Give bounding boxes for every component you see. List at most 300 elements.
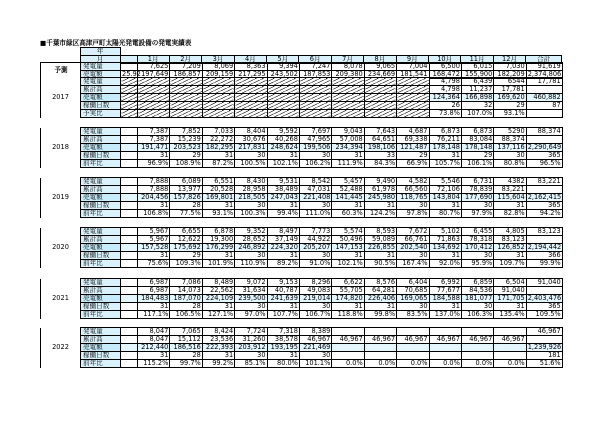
value-cell: 209,159 bbox=[202, 71, 234, 79]
total-header: 合計 bbox=[526, 56, 562, 64]
value-cell: 115.2% bbox=[138, 360, 170, 368]
value-cell: 174,820 bbox=[332, 295, 364, 303]
value-cell: 30 bbox=[235, 152, 267, 160]
value-cell: 26 bbox=[429, 102, 461, 110]
row-label: 累計高 bbox=[81, 287, 121, 295]
value-cell: 137.0% bbox=[429, 311, 461, 319]
value-cell: 7,697 bbox=[299, 128, 331, 136]
year-row bbox=[41, 260, 563, 268]
year-row bbox=[41, 210, 563, 218]
row-label: 稼働日数 bbox=[81, 202, 121, 210]
value-cell: 170,412 bbox=[461, 244, 493, 252]
total-cell bbox=[526, 110, 562, 118]
row-label: 累計高 bbox=[81, 236, 121, 244]
value-cell: 4382 bbox=[494, 178, 526, 186]
row-label: 発電量 bbox=[81, 328, 121, 336]
value-cell: 19,300 bbox=[202, 236, 234, 244]
value-cell: 6,015 bbox=[461, 63, 493, 71]
rate-cell bbox=[121, 210, 138, 218]
year-row bbox=[41, 360, 563, 368]
value-cell: 209,380 bbox=[332, 71, 364, 79]
rate-cell bbox=[121, 360, 138, 368]
value-cell: 107.7% bbox=[267, 311, 299, 319]
year-row bbox=[41, 336, 563, 344]
value-cell: 30 bbox=[397, 252, 429, 260]
rate-cell bbox=[121, 344, 138, 352]
rate-cell: 25.92 bbox=[122, 70, 141, 78]
no-data-cell bbox=[121, 102, 138, 110]
no-data-cell bbox=[138, 102, 170, 110]
no-data-cell bbox=[332, 102, 364, 110]
value-cell: 31 bbox=[364, 252, 396, 260]
value-cell: 182,209 bbox=[494, 71, 526, 79]
month-header-11: 11月 bbox=[461, 56, 493, 64]
value-cell: 247,043 bbox=[267, 194, 299, 202]
value-cell: 13,977 bbox=[170, 186, 202, 194]
value-cell: 31 bbox=[332, 252, 364, 260]
year-block-2021 bbox=[40, 278, 563, 319]
value-cell: 92.0% bbox=[429, 260, 461, 268]
no-data-cell bbox=[332, 94, 364, 102]
value-cell: 7,247 bbox=[299, 63, 331, 71]
value-cell: 97.0% bbox=[235, 311, 267, 319]
value-cell: 118.8% bbox=[332, 311, 364, 319]
no-data-cell bbox=[397, 86, 429, 94]
value-cell: 66,761 bbox=[397, 236, 429, 244]
no-data-cell bbox=[121, 78, 138, 86]
value-cell: 6,504 bbox=[494, 279, 526, 287]
year-row bbox=[41, 344, 563, 352]
value-cell: 175,692 bbox=[170, 244, 202, 252]
value-cell: 105.7% bbox=[429, 160, 461, 168]
rate-cell bbox=[121, 311, 138, 319]
value-cell: 108.9% bbox=[170, 160, 202, 168]
total-cell: 96.5% bbox=[526, 160, 562, 168]
value-cell: 32 bbox=[461, 102, 493, 110]
no-data-cell bbox=[202, 86, 234, 94]
value-cell: 78,318 bbox=[461, 236, 493, 244]
value-cell: 47,965 bbox=[299, 136, 331, 144]
value-cell: 30 bbox=[461, 202, 493, 210]
value-cell: 85.1% bbox=[235, 360, 267, 368]
row-label: 発電量 bbox=[81, 228, 121, 236]
value-cell: 31,634 bbox=[235, 287, 267, 295]
total-cell: 17,781 bbox=[526, 78, 562, 86]
value-cell: 124.2% bbox=[364, 210, 396, 218]
year-block-2020 bbox=[40, 227, 563, 268]
value-cell: 137,116 bbox=[494, 144, 526, 152]
year-row bbox=[41, 160, 563, 168]
value-cell: 8,489 bbox=[202, 279, 234, 287]
value-cell: 28 bbox=[170, 303, 202, 311]
no-data-cell bbox=[202, 78, 234, 86]
value-cell: 8,542 bbox=[299, 178, 331, 186]
row-label: 発電量 bbox=[81, 128, 121, 136]
value-cell: 40,787 bbox=[267, 287, 299, 295]
value-cell: 6,987 bbox=[138, 279, 170, 287]
value-cell: 4,582 bbox=[397, 178, 429, 186]
rate-cell bbox=[121, 336, 138, 344]
no-data-cell bbox=[138, 78, 170, 86]
value-cell: 143,804 bbox=[429, 194, 461, 202]
value-cell: 31 bbox=[138, 152, 170, 160]
value-cell: 9,490 bbox=[364, 178, 396, 186]
rate-cell bbox=[121, 194, 138, 202]
rate-cell bbox=[121, 252, 138, 260]
value-cell: 124,364 bbox=[429, 94, 461, 102]
no-data-cell bbox=[170, 86, 202, 94]
row-label: 稼働日数 bbox=[81, 152, 121, 160]
row-label: 前年比 bbox=[81, 210, 121, 218]
value-cell: 57,008 bbox=[332, 136, 364, 144]
value-cell: 5,967 bbox=[138, 236, 170, 244]
value-cell: 52,488 bbox=[332, 186, 364, 194]
total-cell: 46,967 bbox=[526, 328, 562, 336]
total-cell: 2,403,476 bbox=[527, 294, 562, 302]
value-cell: 83,221 bbox=[494, 186, 526, 194]
value-cell: 8,576 bbox=[364, 279, 396, 287]
value-cell: 46,967 bbox=[461, 336, 493, 344]
value-cell: 7,888 bbox=[138, 178, 170, 186]
value-cell: 31 bbox=[267, 202, 299, 210]
row-label: 累計高 bbox=[81, 86, 121, 94]
value-cell: 6,500 bbox=[429, 63, 461, 71]
value-cell: 107.0% bbox=[461, 110, 493, 118]
value-cell: 118,765 bbox=[397, 194, 429, 202]
value-cell: 8,363 bbox=[235, 63, 267, 71]
year-block-2018 bbox=[40, 127, 563, 168]
value-cell: 7,318 bbox=[267, 328, 299, 336]
value-cell: 84.3% bbox=[364, 160, 396, 168]
value-cell: 31 bbox=[202, 202, 234, 210]
value-cell: 6,404 bbox=[397, 279, 429, 287]
value-cell: 226,855 bbox=[364, 244, 396, 252]
total-cell: 91,040 bbox=[526, 279, 562, 287]
no-data-cell bbox=[138, 94, 170, 102]
no-data-cell bbox=[364, 78, 396, 86]
value-cell: 203,523 bbox=[170, 144, 202, 152]
no-data-cell bbox=[332, 110, 364, 118]
value-cell: 29 bbox=[461, 152, 493, 160]
value-cell: 117.1% bbox=[138, 311, 170, 319]
value-cell: 6,878 bbox=[202, 228, 234, 236]
value-cell: 106.7% bbox=[299, 311, 331, 319]
value-cell: 8,404 bbox=[235, 128, 267, 136]
month-header-10: 10月 bbox=[429, 56, 461, 64]
value-cell: 31 bbox=[332, 303, 364, 311]
value-cell: 30 bbox=[299, 352, 331, 360]
row-label: 前年比 bbox=[81, 260, 121, 268]
value-cell: 50,496 bbox=[332, 236, 364, 244]
value-cell: 111.0% bbox=[299, 210, 331, 218]
value-cell: 30 bbox=[494, 152, 526, 160]
row-label: 稼働日数 bbox=[81, 102, 121, 110]
value-cell: 167.4% bbox=[397, 260, 429, 268]
no-data-cell bbox=[332, 86, 364, 94]
value-cell: 221,469 bbox=[299, 344, 331, 352]
total-cell: 365 bbox=[526, 303, 562, 311]
value-cell: 169,620 bbox=[494, 94, 526, 102]
row-label: 累計高 bbox=[81, 136, 121, 144]
no-data-cell bbox=[121, 94, 138, 102]
value-cell bbox=[397, 344, 429, 352]
year-row bbox=[41, 110, 563, 118]
value-cell: 80.7% bbox=[429, 210, 461, 218]
month-header-12: 12月 bbox=[493, 56, 525, 64]
value-cell: 8,069 bbox=[202, 63, 234, 71]
value-cell: 102.1% bbox=[332, 260, 364, 268]
value-cell: 97.8% bbox=[397, 210, 429, 218]
value-cell: 186,516 bbox=[170, 344, 202, 352]
value-cell: 8,047 bbox=[138, 328, 170, 336]
value-cell: 7,030 bbox=[494, 63, 526, 71]
header-month-label: 月 bbox=[80, 56, 120, 64]
value-cell: 29 bbox=[397, 152, 429, 160]
no-data-cell bbox=[235, 78, 267, 86]
value-cell: 101.9% bbox=[202, 260, 234, 268]
rate-cell bbox=[121, 136, 138, 144]
rate-cell bbox=[121, 160, 138, 168]
value-cell: 46,967 bbox=[397, 336, 429, 344]
month-header-5: 5月 bbox=[267, 56, 299, 64]
value-cell: 30 bbox=[461, 303, 493, 311]
value-cell: 100.3% bbox=[235, 210, 267, 218]
value-cell: 5,102 bbox=[429, 228, 461, 236]
value-cell: 187,853 bbox=[299, 71, 331, 79]
value-cell: 28 bbox=[170, 352, 202, 360]
value-cell: 187,070 bbox=[170, 295, 202, 303]
value-cell: 99.7% bbox=[170, 360, 202, 368]
value-cell: 31,260 bbox=[235, 336, 267, 344]
value-cell: 8,593 bbox=[364, 228, 396, 236]
value-cell: 111.9% bbox=[332, 160, 364, 168]
no-data-cell bbox=[138, 110, 170, 118]
value-cell: 218,505 bbox=[235, 194, 267, 202]
value-cell: 15,239 bbox=[170, 136, 202, 144]
value-cell: 155,900 bbox=[461, 71, 493, 79]
value-cell: 6544 bbox=[494, 78, 526, 86]
year-label: 2017 bbox=[41, 78, 81, 118]
month-header-2: 2月 bbox=[169, 56, 201, 64]
value-cell: 109.7% bbox=[494, 260, 526, 268]
rate-cell bbox=[121, 152, 138, 160]
value-cell: 66.9% bbox=[397, 160, 429, 168]
row-label: 売電額 bbox=[81, 71, 121, 79]
value-cell: 7,724 bbox=[235, 328, 267, 336]
value-cell: 6,873 bbox=[429, 128, 461, 136]
value-cell: 7,387 bbox=[138, 136, 170, 144]
value-cell: 55,705 bbox=[332, 287, 364, 295]
value-cell: 9,065 bbox=[364, 63, 396, 71]
year-label: 2019 bbox=[41, 178, 81, 218]
value-cell: 28,958 bbox=[235, 186, 267, 194]
no-data-cell bbox=[121, 110, 138, 118]
row-label: 稼働日数 bbox=[81, 352, 121, 360]
total-cell: 2,290,649 bbox=[527, 143, 562, 151]
value-cell: 198,106 bbox=[364, 144, 396, 152]
value-cell: 70,685 bbox=[397, 287, 429, 295]
value-cell: 157,826 bbox=[170, 194, 202, 202]
value-cell: 181,077 bbox=[461, 295, 493, 303]
value-cell: 64,651 bbox=[364, 136, 396, 144]
value-cell bbox=[494, 344, 526, 352]
value-cell: 182,295 bbox=[202, 144, 234, 152]
no-data-cell bbox=[364, 86, 396, 94]
value-cell: 141,445 bbox=[332, 194, 364, 202]
value-cell: 77,677 bbox=[429, 287, 461, 295]
value-cell: 7,086 bbox=[170, 279, 202, 287]
value-cell: 46,967 bbox=[429, 336, 461, 344]
value-cell: 8,078 bbox=[332, 63, 364, 71]
value-cell: 181,541 bbox=[397, 71, 429, 79]
value-cell: 31 bbox=[494, 303, 526, 311]
value-cell: 30,676 bbox=[235, 136, 267, 144]
value-cell: 49,083 bbox=[299, 287, 331, 295]
no-data-cell bbox=[332, 78, 364, 86]
rate-cell bbox=[121, 244, 138, 252]
total-cell: 2,194,442 bbox=[527, 243, 562, 251]
value-cell: 106.2% bbox=[299, 160, 331, 168]
value-cell: 20,528 bbox=[202, 186, 234, 194]
month-header-4: 4月 bbox=[234, 56, 266, 64]
value-cell: 47,031 bbox=[299, 186, 331, 194]
no-data-cell bbox=[170, 110, 202, 118]
value-cell: 197,649 bbox=[138, 71, 170, 79]
value-cell: 88,374 bbox=[494, 136, 526, 144]
value-cell: 78,839 bbox=[461, 186, 493, 194]
value-cell: 31 bbox=[202, 352, 234, 360]
value-cell: 31 bbox=[138, 252, 170, 260]
value-cell: 7,773 bbox=[299, 228, 331, 236]
year-block-2022 bbox=[40, 327, 563, 368]
no-data-cell bbox=[364, 94, 396, 102]
rate-cell bbox=[121, 128, 138, 136]
value-cell: 7,209 bbox=[170, 63, 202, 71]
value-cell: 147,153 bbox=[332, 244, 364, 252]
value-cell: 184,483 bbox=[138, 295, 170, 303]
value-cell: 8,296 bbox=[299, 279, 331, 287]
value-cell: 6,439 bbox=[461, 78, 493, 86]
value-cell: 83,084 bbox=[461, 136, 493, 144]
value-cell: 31 bbox=[429, 252, 461, 260]
value-cell: 82.8% bbox=[494, 210, 526, 218]
total-cell: 460,882 bbox=[526, 94, 562, 102]
value-cell: 31 bbox=[494, 252, 526, 260]
no-data-cell bbox=[138, 86, 170, 94]
row-label: 売電額 bbox=[81, 194, 121, 202]
year-row bbox=[41, 311, 563, 319]
value-cell: 91,040 bbox=[494, 287, 526, 295]
value-cell: 6,655 bbox=[170, 228, 202, 236]
value-cell: 4,798 bbox=[429, 78, 461, 86]
value-cell: 6,987 bbox=[138, 287, 170, 295]
value-cell: 99.4% bbox=[267, 210, 299, 218]
value-cell: 69,338 bbox=[397, 136, 429, 144]
value-cell: 30 bbox=[235, 202, 267, 210]
value-cell: 5290 bbox=[494, 128, 526, 136]
value-cell: 7,625 bbox=[138, 63, 170, 71]
value-cell: 99.8% bbox=[364, 311, 396, 319]
value-cell: 203,912 bbox=[235, 344, 267, 352]
total-cell: 1,239,926 bbox=[527, 343, 562, 351]
value-cell: 31 bbox=[202, 252, 234, 260]
row-label: 発電量 bbox=[81, 63, 121, 71]
row-label: 発電量 bbox=[81, 178, 121, 186]
value-cell: 7,004 bbox=[397, 63, 429, 71]
value-cell: 31 bbox=[202, 303, 234, 311]
total-cell: 83,123 bbox=[526, 228, 562, 236]
value-cell: 80.0% bbox=[267, 360, 299, 368]
value-cell: 169,065 bbox=[397, 295, 429, 303]
value-cell: 9,592 bbox=[267, 128, 299, 136]
value-cell: 9,153 bbox=[267, 279, 299, 287]
month-header-8: 8月 bbox=[364, 56, 396, 64]
value-cell: 9,531 bbox=[267, 178, 299, 186]
page-title: ■千葉市緑区高津戸町太陽光発電設備の発電実績表 bbox=[40, 39, 192, 47]
value-cell: 171,705 bbox=[494, 295, 526, 303]
value-cell: 23,536 bbox=[202, 336, 234, 344]
rate-cell bbox=[121, 279, 138, 287]
rate-cell bbox=[121, 202, 138, 210]
value-cell: 83.5% bbox=[397, 311, 429, 319]
rate-cell bbox=[121, 144, 138, 152]
no-data-cell bbox=[267, 110, 299, 118]
row-label: 前年比 bbox=[81, 360, 121, 368]
value-cell bbox=[429, 344, 461, 352]
year-block-2017 bbox=[40, 77, 563, 118]
value-cell: 134,692 bbox=[429, 244, 461, 252]
value-cell: 205,207 bbox=[299, 244, 331, 252]
no-data-cell bbox=[299, 94, 331, 102]
value-cell: 193,195 bbox=[267, 344, 299, 352]
total-cell: 2,162,415 bbox=[527, 193, 562, 201]
value-cell: 126,852 bbox=[494, 244, 526, 252]
no-data-cell bbox=[299, 78, 331, 86]
row-label: 売電額 bbox=[81, 295, 121, 303]
value-cell: 184,588 bbox=[429, 295, 461, 303]
rate-cell bbox=[121, 178, 138, 186]
total-cell: 181 bbox=[526, 352, 562, 360]
value-cell: 8,430 bbox=[235, 178, 267, 186]
row-label: 前年比 bbox=[81, 160, 121, 168]
month-header-9: 9月 bbox=[396, 56, 428, 64]
total-cell: 99.9% bbox=[526, 260, 562, 268]
value-cell: 30 bbox=[461, 252, 493, 260]
value-cell: 37,149 bbox=[267, 236, 299, 244]
no-data-cell bbox=[170, 94, 202, 102]
no-data-cell bbox=[202, 110, 234, 118]
value-cell: 30 bbox=[397, 303, 429, 311]
rate-cell bbox=[121, 228, 138, 236]
value-cell: 31 bbox=[202, 152, 234, 160]
value-cell: 66,560 bbox=[397, 186, 429, 194]
no-data-cell bbox=[397, 94, 429, 102]
no-data-cell bbox=[202, 102, 234, 110]
value-cell: 46,967 bbox=[494, 336, 526, 344]
value-cell: 106.8% bbox=[138, 210, 170, 218]
value-cell: 6,089 bbox=[170, 178, 202, 186]
value-cell: 5,546 bbox=[429, 178, 461, 186]
value-cell: 0.0% bbox=[494, 360, 526, 368]
value-cell: 4,687 bbox=[397, 128, 429, 136]
total-cell: 83,221 bbox=[526, 178, 562, 186]
value-cell: 219,014 bbox=[299, 295, 331, 303]
value-cell: 31 bbox=[364, 303, 396, 311]
value-cell: 30 bbox=[299, 303, 331, 311]
value-cell: 8,047 bbox=[138, 336, 170, 344]
value-cell: 222,393 bbox=[202, 344, 234, 352]
value-cell: 0.0% bbox=[397, 360, 429, 368]
